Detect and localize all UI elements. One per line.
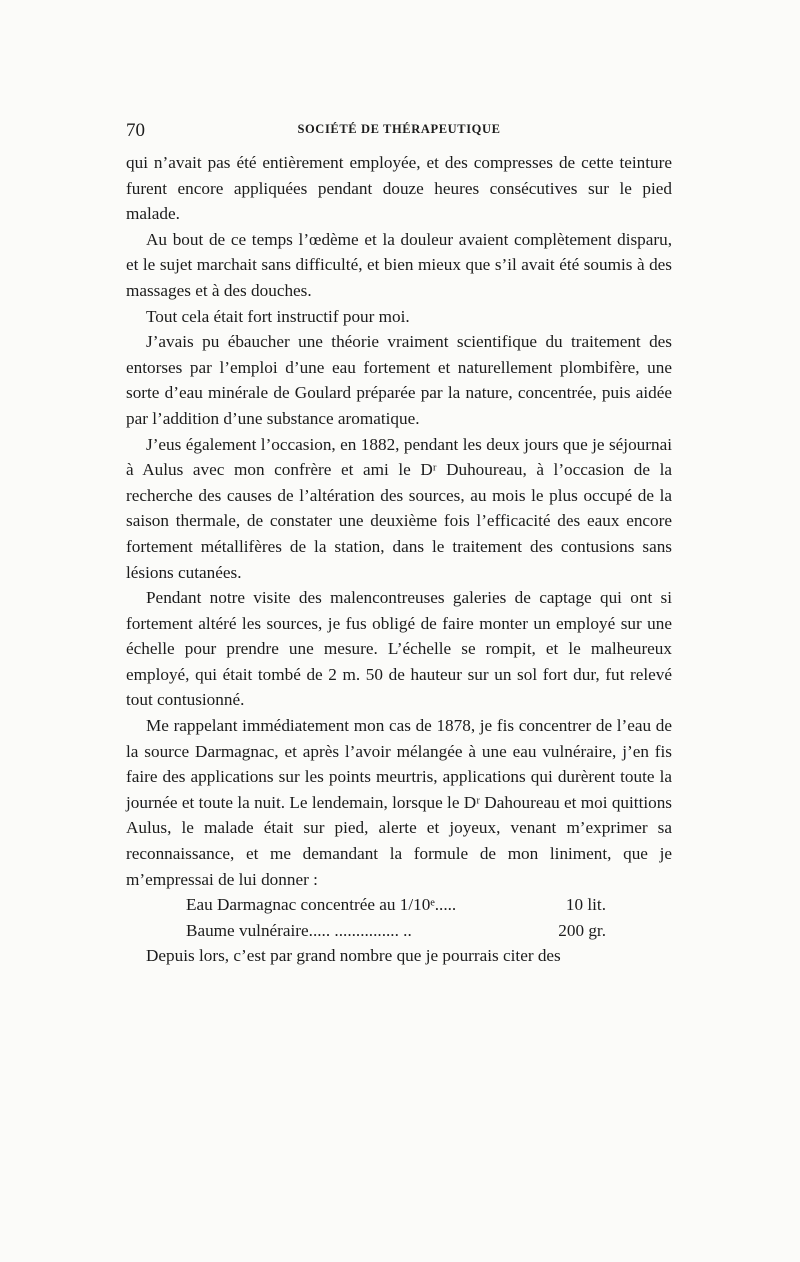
paragraph: Pendant notre visite des malencontreuses galeries de captage qui ont si fortement altéré les sources, je fus obligé de faire monter un employé sur une échelle pour prendre une mesure. L’échelle se rompit, et le malheureux employé, qui était tombé de 2 m. 50 de hauteur sur un sol fort dur, fut relevé tout contusionné. (126, 588, 672, 710)
paragraph: J’avais pu ébaucher une théorie vraiment scientifique du traitement des entorses par l’emploi d’une eau fortement et naturellement plombifère, une sorte d’eau minérale de Goulard préparée par la nature, concentrée, puis aidée par l’addition d’une substance aromatique. (126, 332, 672, 428)
formula-ingredient: Eau Darmagnac concentrée au 1/10ᵉ..... (186, 895, 457, 915)
running-title: SOCIÉTÉ DE THÉRAPEUTIQUE (297, 122, 501, 136)
paragraph: Me rappelant immédiatement mon cas de 1878, je fis concentrer de l’eau de la source Darmagnac, et après l’avoir mélangée à une eau vulnéraire, j’en fis faire des applications sur les points meurtris, applications qui durèrent toute la journée et toute la nuit. Le lendemain, lorsque le Dʳ Dahoureau et moi quittions Aulus, le malade était sur pied, alerte et joyeux, venant m’exprimer sa reconnaissance, et me demandant la formule de mon liniment, que je m’empressai de lui donner : (126, 716, 672, 889)
paragraph-closing: Depuis lors, c’est par grand nombre que je pourrais citer des (146, 946, 561, 966)
formula-quantity: 10 lit. (565, 895, 606, 915)
formula-quantity: 200 gr. (558, 920, 606, 940)
page-header (126, 120, 672, 150)
formula-ingredient: Baume vulnéraire..... ............... .. (186, 920, 412, 940)
formula-row (186, 918, 606, 944)
paragraph: qui n’avait pas été entièrement employée, et des compresses de cette teinture furent encore appliquées pendant douze heures consécutives sur le pied malade. (126, 153, 672, 224)
formula (186, 892, 672, 943)
page (126, 120, 672, 969)
body-text (126, 150, 672, 969)
page-number: 70 (126, 120, 145, 141)
paragraph: Au bout de ce temps l’œdème et la douleur avaient complètement disparu, et le sujet marchait sans difficulté, et bien mieux que s’il avait été soumis à des massages et à des douches. (126, 229, 672, 300)
paragraph: Tout cela était fort instructif pour moi. (146, 306, 410, 326)
formula-row (186, 892, 606, 918)
paragraph: J’eus également l’occasion, en 1882, pendant les deux jours que je séjournai à Aulus avec mon confrère et ami le Dʳ Duhoureau, à l’occasion de la recherche des causes de l’altération des sources, au mois le plus occupé de la saison thermale, de constater une deuxième fois l’efficacité des eaux encore fortement métallifères de la station, dans le traitement des contusions sans lésions cutanées. (126, 434, 672, 582)
